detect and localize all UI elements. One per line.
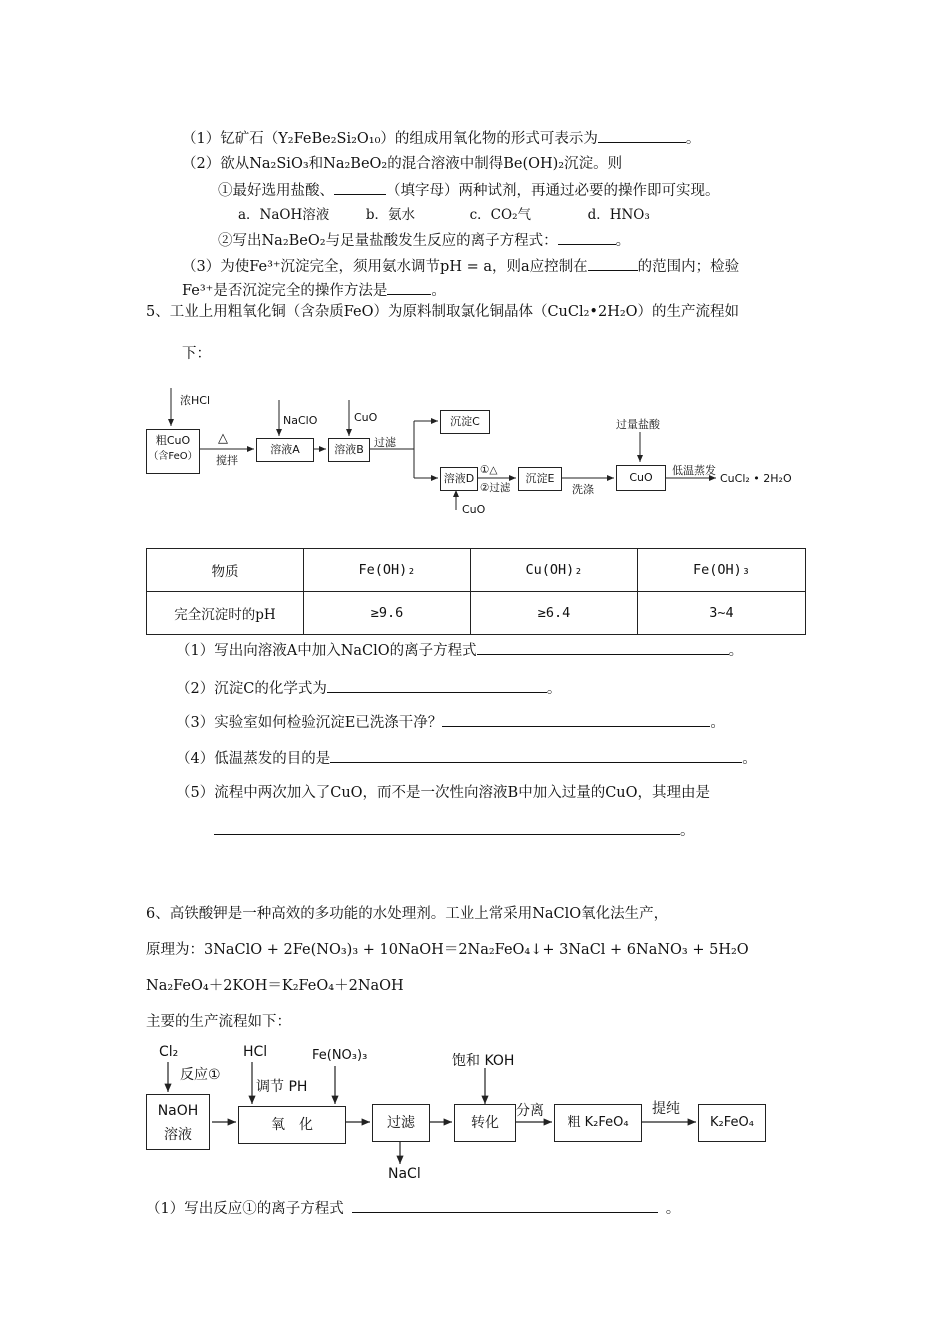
- q5-sub2: （2）沉淀C的化学式为 。: [176, 678, 561, 699]
- box-precipitate-e: 沉淀E: [518, 467, 562, 491]
- box-precipitate-c: 沉淀C: [440, 410, 490, 434]
- q5-sub5-answer: 。: [214, 820, 695, 841]
- label-filter: 过滤: [374, 436, 396, 449]
- box-filter: 过滤: [372, 1104, 430, 1142]
- label-reaction-1: 反应①: [180, 1067, 221, 1083]
- q4-part2b: ②写出Na₂BeO₂与足量盐酸发生反应的离子方程式： 。: [218, 230, 630, 251]
- table-cell: 物质: [147, 549, 304, 592]
- label-stir: 搅拌: [216, 454, 238, 467]
- label-sat-koh: 饱和 KOH: [452, 1053, 515, 1069]
- box-solution-d: 溶液D: [440, 467, 478, 491]
- label-heat: △: [218, 431, 228, 446]
- label-adjust-ph: 调节 PH: [256, 1079, 308, 1095]
- label-conc-hcl: 浓HCl: [180, 394, 211, 407]
- box-k2feo4: K₂FeO₄: [698, 1104, 766, 1142]
- q5-sub5: （5）流程中两次加入了CuO，而不是一次性向溶液B中加入过量的CuO，其理由是: [176, 785, 711, 801]
- box-solution-a: 溶液A: [256, 438, 314, 462]
- q5-intro: 5、工业上用粗氧化铜（含杂质FeO）为原料制取氯化铜晶体（CuCl₂•2H₂O）的生产流程如: [146, 304, 740, 320]
- label-fe-nitrate: Fe(NO₃)₃: [312, 1048, 368, 1063]
- label-hcl: HCl: [243, 1044, 268, 1060]
- option-a: a．NaOH溶液: [238, 207, 330, 223]
- label-cl2: Cl₂: [159, 1044, 179, 1060]
- box-crude-k2feo4: 粗 K₂FeO₄: [554, 1104, 642, 1142]
- label-purify: 提纯: [652, 1101, 680, 1117]
- option-c: c．CO₂气: [469, 207, 531, 223]
- q6-sub1: （1）写出反应①的离子方程式 。: [146, 1198, 680, 1219]
- label-wash: 洗涤: [572, 483, 594, 496]
- box-oxidation: 氧 化: [238, 1106, 346, 1144]
- q4-part2a: ①最好选用盐酸、 （填字母）两种试剂，再通过必要的操作即可实现。: [218, 180, 720, 201]
- q5-sub1: （1）写出向溶液A中加入NaClO的离子方程式 。: [176, 640, 743, 661]
- label-step-heat: ①△: [480, 464, 498, 476]
- label-naclo: NaClO: [283, 414, 318, 427]
- table-cell: ≥9.6: [304, 592, 471, 635]
- q6-equation-2: Na₂FeO₄＋2KOH＝K₂FeO₄＋2NaOH: [146, 978, 404, 994]
- option-b: b．氨水: [365, 207, 416, 223]
- q6-intro: 6、高铁酸钾是一种高效的多功能的水处理剂。工业上常采用NaClO氧化法生产，: [146, 906, 669, 922]
- answer-blank[interactable]: [352, 1198, 658, 1213]
- table-cell: Fe(OH)₂: [304, 549, 471, 592]
- table-cell: ≥6.4: [471, 592, 638, 635]
- table-cell: 3~4: [638, 592, 806, 635]
- table-cell: 完全沉淀时的pH: [147, 592, 304, 635]
- q4-part2: （2）欲从Na₂SiO₃和Na₂BeO₂的混合溶液中制得Be(OH)₂沉淀。则: [182, 156, 623, 172]
- label-excess-hcl: 过量盐酸: [616, 418, 660, 431]
- q5-intro-2: 下：: [182, 346, 211, 362]
- label-low-temp-evap: 低温蒸发: [672, 464, 716, 477]
- option-d: d．HNO₃: [587, 207, 650, 223]
- q5-sub3: （3）实验室如何检验沉淀E已洗涤干净？ 。: [176, 712, 725, 733]
- label-cuo-1: CuO: [354, 411, 378, 424]
- label-product: CuCl₂ • 2H₂O: [720, 472, 792, 485]
- q4-part1: （1）钇矿石（Y₂FeBe₂Si₂O₁₀）的组成用氧化物的形式可表示为 。: [182, 128, 700, 149]
- box-naoh-solution: NaOH 溶液: [146, 1094, 210, 1150]
- label-step-filter: ②过滤: [480, 482, 511, 494]
- table-cell: Cu(OH)₂: [471, 549, 638, 592]
- box-conversion: 转化: [454, 1104, 516, 1142]
- label-nacl: NaCl: [388, 1166, 421, 1182]
- box-crude-cuo: 粗CuO （含FeO）: [146, 429, 200, 474]
- box-solution-b: 溶液B: [328, 438, 370, 462]
- q6-flow-intro: 主要的生产流程如下：: [146, 1014, 291, 1030]
- table-cell: Fe(OH)₃: [638, 549, 806, 592]
- box-cuo-3: CuO: [616, 465, 666, 491]
- q4-part3a: （3）为使Fe³⁺沉淀完全，须用氨水调节pH = a，则a应控制在 的范围内；检验: [182, 256, 739, 277]
- label-separation: 分离: [516, 1103, 544, 1119]
- label-cuo-2: CuO: [462, 503, 486, 516]
- q5-sub4: （4）低温蒸发的目的是 。: [176, 748, 757, 769]
- q4-part3b: Fe³⁺是否沉淀完全的操作方法是 。: [182, 280, 446, 301]
- q6-equation-1: 原理为：3NaClO + 2Fe(NO₃)₃ + 10NaOH＝2Na₂FeO₄↓+ 3NaCl + 6NaNO₃ + 5H₂O: [146, 942, 749, 958]
